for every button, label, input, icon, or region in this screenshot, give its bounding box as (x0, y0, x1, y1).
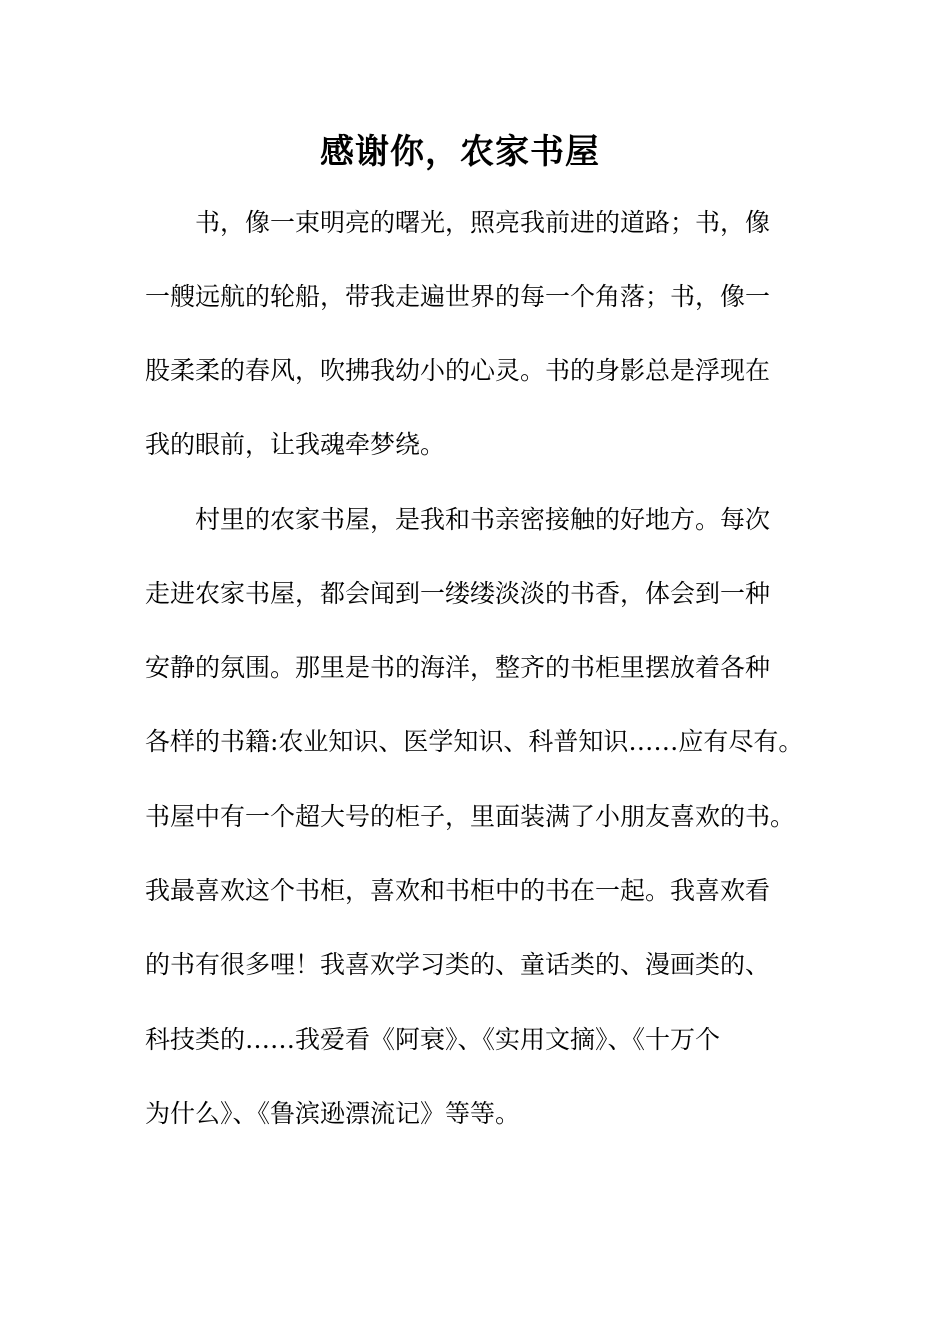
paragraph-1-line-3: 股柔柔的春风，吹拂我幼小的心灵。书的身影总是浮现在 (145, 356, 771, 385)
paragraph-1-line-1: 书，像一束明亮的曙光，照亮我前进的道路；书，像 (195, 208, 771, 237)
paragraph-1-line-2: 一艘远航的轮船，带我走遍世界的每一个角落；书，像一 (145, 282, 771, 311)
paragraph-2-line-4: 各样的书籍:农业知识、医学知识、科普知识……应有尽有。 (145, 727, 804, 756)
paragraph-1-line-4: 我的眼前，让我魂牵梦绕。 (145, 430, 446, 459)
paragraph-2-line-6: 我最喜欢这个书柜，喜欢和书柜中的书在一起。我喜欢看 (145, 876, 771, 905)
paragraph-2-line-8: 科技类的……我爱看《阿衰》、《实用文摘》、《十万个 (145, 1025, 721, 1054)
document-title: 感谢你，农家书屋 (320, 132, 600, 172)
paragraph-2-line-7: 的书有很多哩！我喜欢学习类的、童话类的、漫画类的、 (145, 950, 771, 979)
paragraph-2-line-5: 书屋中有一个超大号的柜子，里面装满了小朋友喜欢的书。 (145, 802, 796, 831)
paragraph-2-line-2: 走进农家书屋，都会闻到一缕缕淡淡的书香，体会到一种 (145, 579, 771, 608)
paragraph-2-line-9: 为什么》、《鲁滨逊漂流记》等等。 (145, 1099, 521, 1128)
paragraph-2-line-1: 村里的农家书屋，是我和书亲密接触的好地方。每次 (195, 505, 771, 534)
paragraph-2-line-3: 安静的氛围。那里是书的海洋，整齐的书柜里摆放着各种 (145, 653, 771, 682)
